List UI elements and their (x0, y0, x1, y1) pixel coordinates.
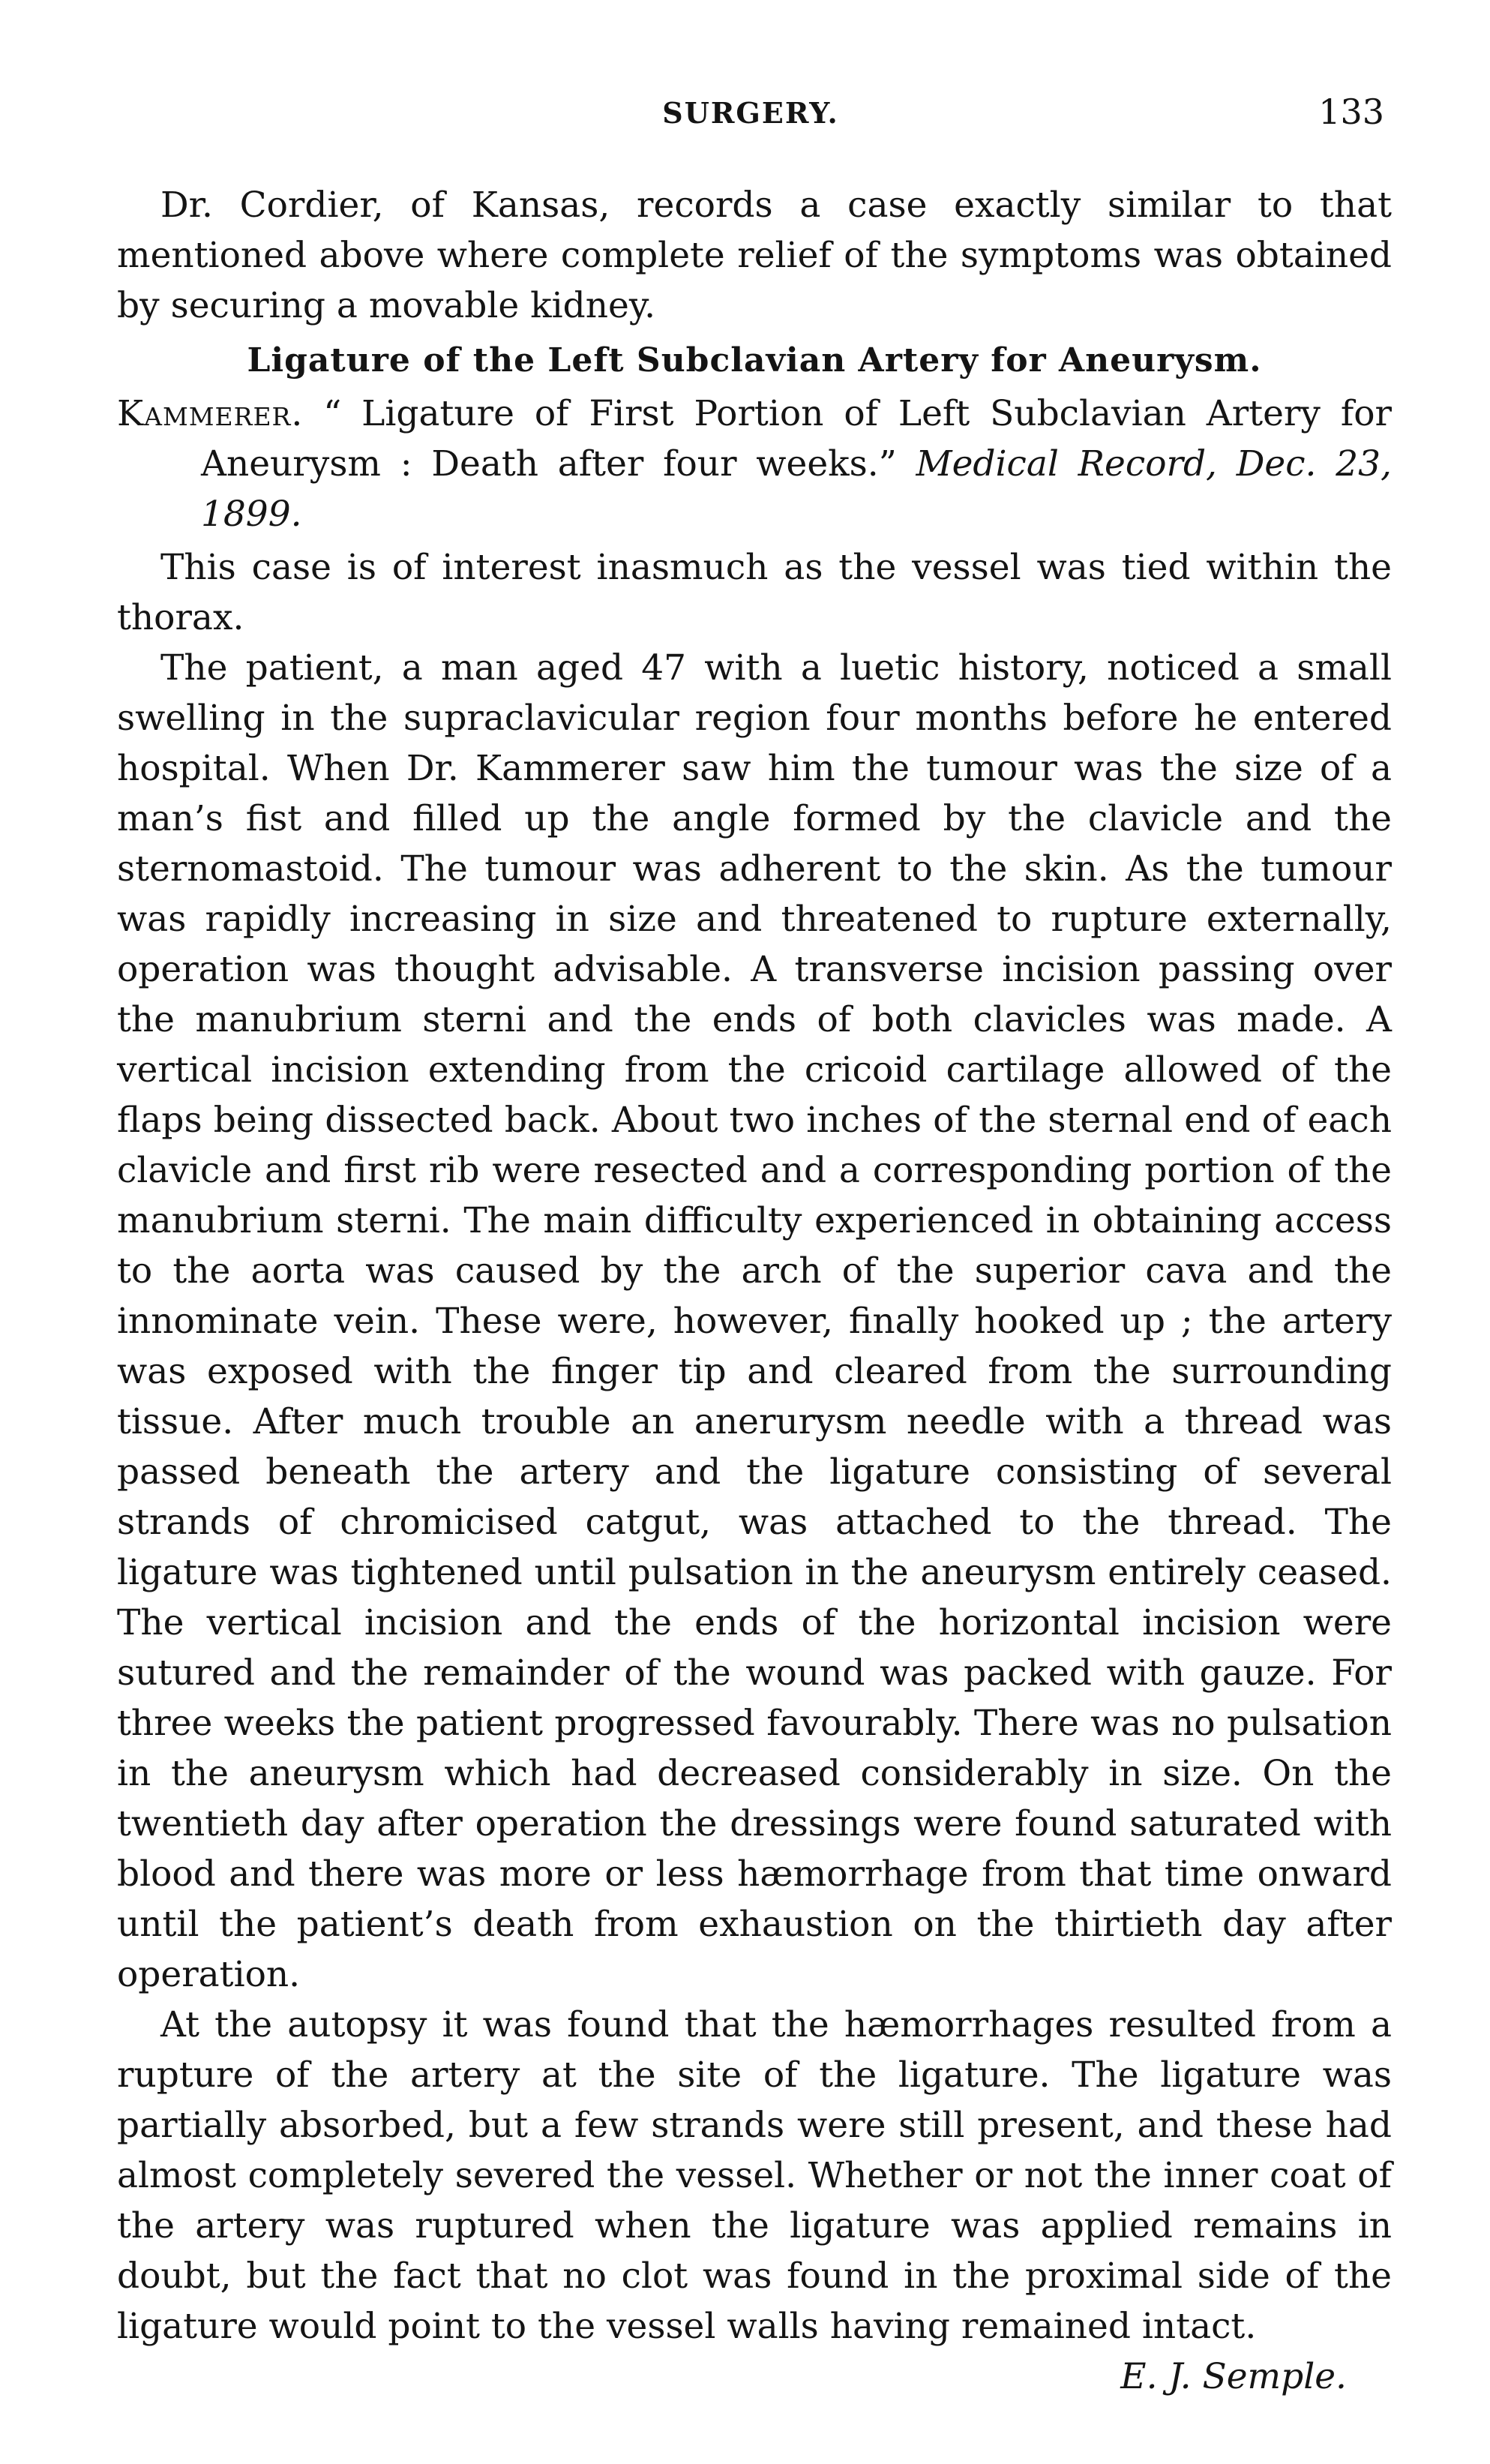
autopsy-paragraph: At the autopsy it was found that the hæmorrhages resulted from a rupture of the artery at the site of the ligature. The ligature was partially absorbed, but a few strands were still present, and these had almost completely severed the vessel. Whether or not the inner coat of the artery was ruptured when the ligature was applied remains in doubt, but the fact that no clot was found in the proximal side of the ligature would point to the vessel walls having remained intact. (117, 2004, 1392, 2347)
case-paragraph: The patient, a man aged 47 with a luetic history, noticed a small swelling in the supraclavicular region four months before he entered hospital. When Dr. Kammerer saw him the tumour was the size of a man’s fist and filled up the angle formed by the clavicle and the sternomastoid. The tumour was adherent to the skin. As the tumour was rapidly increasing in size and threatened to rupture externally, operation was thought advisable. A transverse incision passing over the manubrium sterni and the ends of both clavicles was made. A vertical incision extending from the cricoid cartilage allowed of the flaps being dissected back. About two inches of the sternal end of each clavicle and first rib were resected and a corresponding portion of the manubrium sterni. The main difficulty experienced in obtaining access to the aorta was caused by the arch of the superior cava and the innominate vein. These were, however, finally hooked up ; the artery was exposed with the finger tip and cleared from the surrounding tissue. After much trouble an anerurysm needle with a thread was passed beneath the artery and the ligature consisting of several strands of chromicised catgut, was attached to the thread. The ligature was tightened until pulsation in the aneurysm entirely ceased. The vertical incision and the ends of the horizontal incision were sutured and the remainder of the wound was packed with gauze. For three weeks the patient progressed favourably. There was no pulsation in the aneurysm which had decreased considerably in size. On the twentieth day after operation the dressings were found saturated with blood and there was more or less hæmorrhage from that time onward until the patient’s death from exhaustion on the thirtieth day after operation. (117, 647, 1392, 1995)
interest-paragraph: This case is of interest inasmuch as the vessel was tied within the thorax. (117, 547, 1392, 638)
citation (117, 389, 1392, 539)
running-title: SURGERY. (662, 96, 839, 130)
running-head (117, 92, 1384, 141)
citation-source: Medical Record, Dec. 23, 1899. (201, 443, 1392, 535)
intro-paragraph: Dr. Cordier, of Kansas, records a case exactly similar to that mentioned above where complete relief of the symptoms was obtained by securing a movable kidney. (117, 185, 1392, 326)
citation-author: Kammerer. (117, 393, 304, 434)
page-number: 133 (1318, 92, 1384, 132)
signature: E. J. Semple. (1120, 2356, 1347, 2397)
citation-title: “ Ligature of First Portion of Left Subclavian Artery for Aneurysm : Death after four weeks.” (201, 393, 1392, 485)
section-heading: Ligature of the Left Subclavian Artery for Aneurysm. (247, 341, 1262, 380)
body-text (117, 180, 1392, 2402)
